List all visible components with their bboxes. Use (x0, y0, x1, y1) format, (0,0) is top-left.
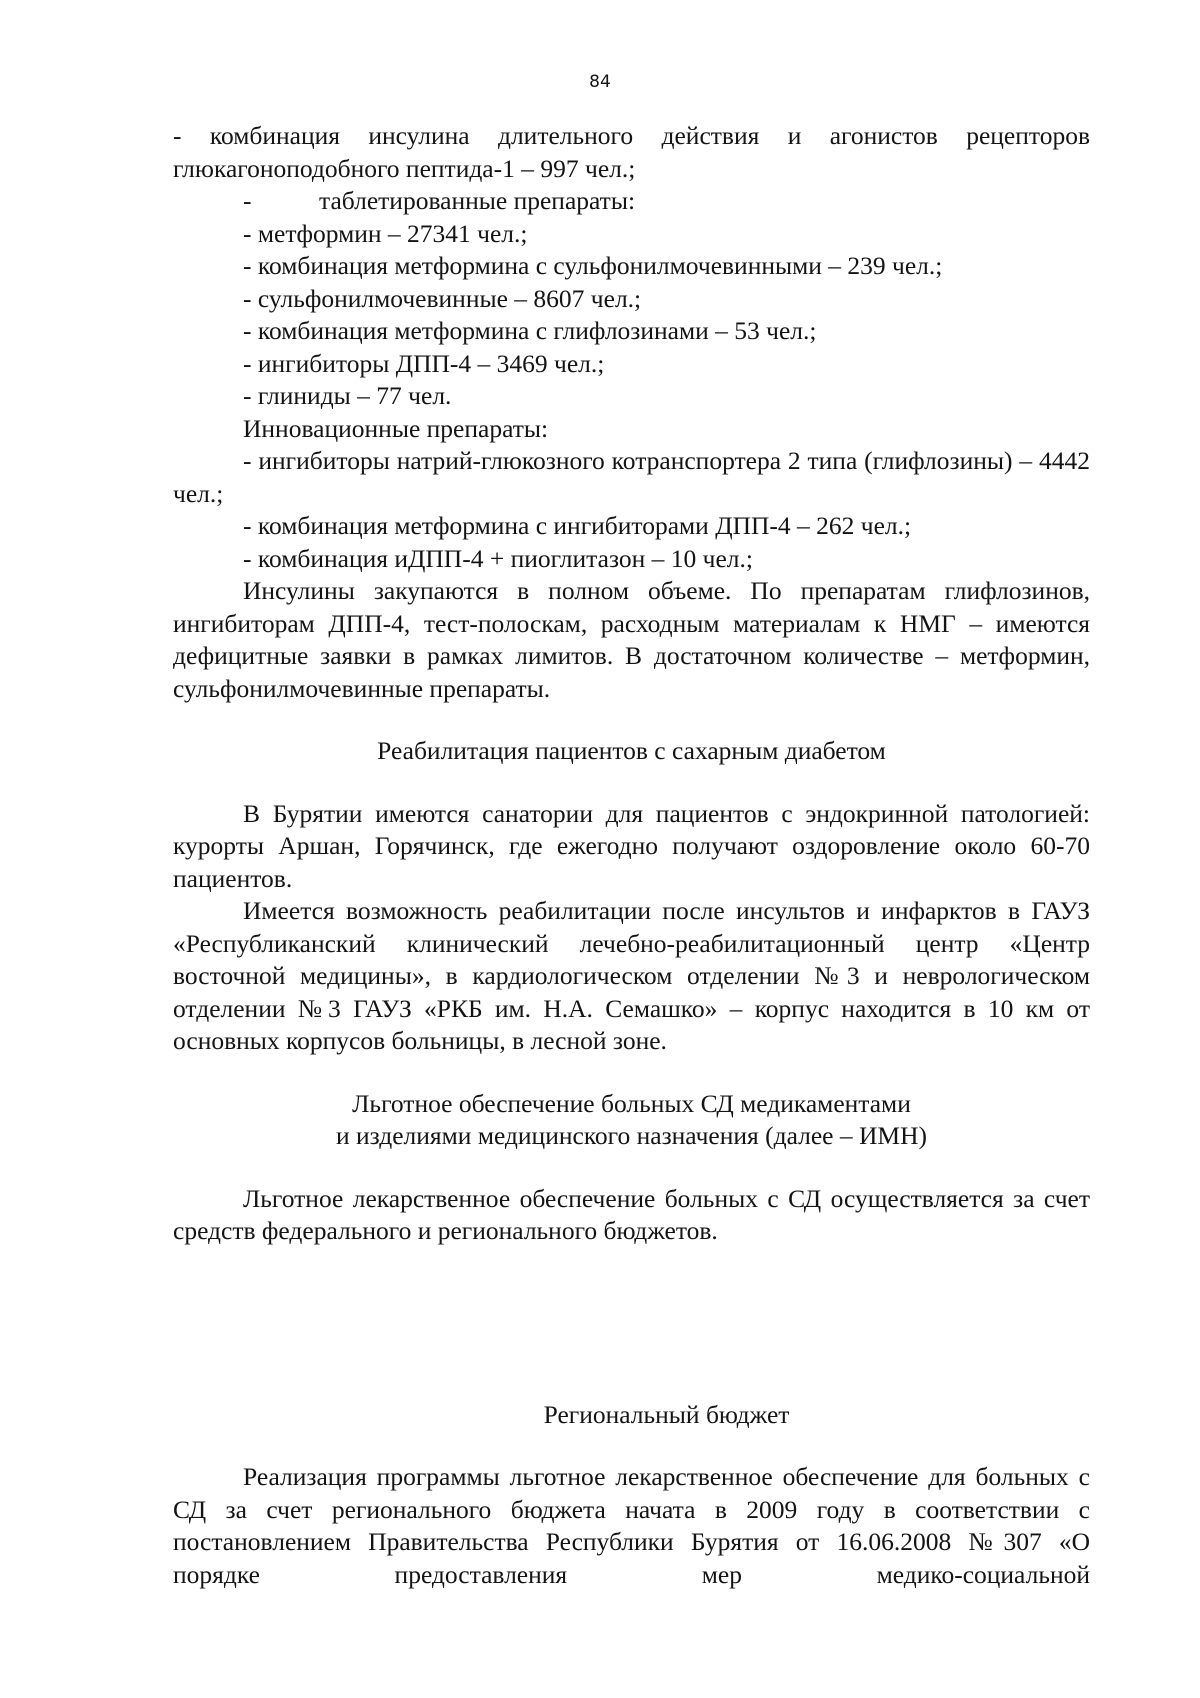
paragraph-insulin-procurement: Инсулины закупаются в полном объеме. По препаратам глифлозинов, ингибиторам ДПП-4, тест-полоскам, расходным материалам к НМГ – имеются дефицитные заявки в рамках лимитов. В достаточном количестве – метформин, сульфонилмочевинные препараты. (173, 576, 1090, 703)
list-item-metformin-gliflozin: - комбинация метформина с глифлозинами – 53 чел.; (243, 316, 817, 345)
list-item-sulfonyl: - сульфонилмочевинные – 8607 чел.; (243, 283, 642, 313)
list-item-sglt2: - ингибиторы натрий-глюкозного котранспортера 2 типа (глифлозины) – 4442 чел.; (173, 446, 1090, 508)
spacer (173, 1431, 1090, 1461)
list-item-dpp4-pioglitazone: - комбинация иДПП-4 + пиоглитазон – 10 чел.; (243, 543, 753, 573)
list-item-dpp4: - ингибиторы ДПП-4 – 3469 чел.; (243, 348, 605, 378)
innovative-header: Инновационные препараты: (243, 413, 549, 443)
heading-rehabilitation: Реабилитация пациентов с сахарным диабетом (377, 736, 886, 765)
tablet-dash: - (243, 186, 252, 215)
document-body (173, 120, 1090, 1591)
heading-benefits-line2: и изделиями медицинского назначения (далее – ИМН) (335, 1121, 927, 1150)
spacer (173, 705, 1090, 735)
list-item-metformin-dpp4: - комбинация метформина с ингибиторами ДПП-4 – 262 чел.; (243, 511, 912, 540)
heading-benefits-line1: Льготное обеспечение больных СД медикаментами (352, 1088, 911, 1118)
list-item-metformin: - метформин – 27341 чел.; (243, 218, 528, 248)
spacer (173, 768, 1090, 798)
paragraph-insulin-glp1: - комбинация инсулина длительного действия и агонистов рецепторов глюкагоноподобного пептида-1 – 997 чел.; (173, 121, 1090, 183)
paragraph-tablet-header (173, 185, 1090, 218)
list-item-glinides: - глиниды – 77 чел. (243, 381, 452, 410)
list-item-metformin-sulfonyl: - комбинация метформина с сульфонилмочевинными – 239 чел.; (243, 251, 943, 280)
heading-regional-budget: Региональный бюджет (543, 1399, 790, 1429)
tablet-label: таблетированные препараты: (319, 186, 636, 215)
page-number: 84 (589, 72, 611, 92)
spacer (173, 1058, 1090, 1088)
paragraph-rehab-centers: Имеется возможность реабилитации после инсультов и инфарктов в ГАУЗ «Республиканский клинический лечебно-реабилитационный центр «Центр восточной медицины», в кардиологическом отделении №3 и неврологическом отделении №3 ГАУЗ «РКБ им. Н.А. Семашко» – корпус находится в 10 км от основных корпусов больницы, в лесной зоне. (173, 896, 1090, 1055)
spacer (173, 1153, 1090, 1183)
paragraph-sanatoriums: В Бурятии имеются санатории для пациентов с эндокринной патологией: курорты Аршан, Горячинск, где ежегодно получают оздоровление около 60-70 пациентов. (173, 798, 1090, 893)
paragraph-regional-program: Реализация программы льготное лекарственное обеспечение для больных с СД за счет регионального бюджета начата в 2009 году в соответствии с постановлением Правительства Республики Бурятия от 16.06.2008 №307 «О порядке предоставления мер медико-социальной (173, 1462, 1090, 1589)
paragraph-benefits-funding: Льготное лекарственное обеспечение больных с СД осуществляется за счет средств федерального и регионального бюджетов. (173, 1183, 1090, 1245)
spacer (173, 1248, 1090, 1399)
